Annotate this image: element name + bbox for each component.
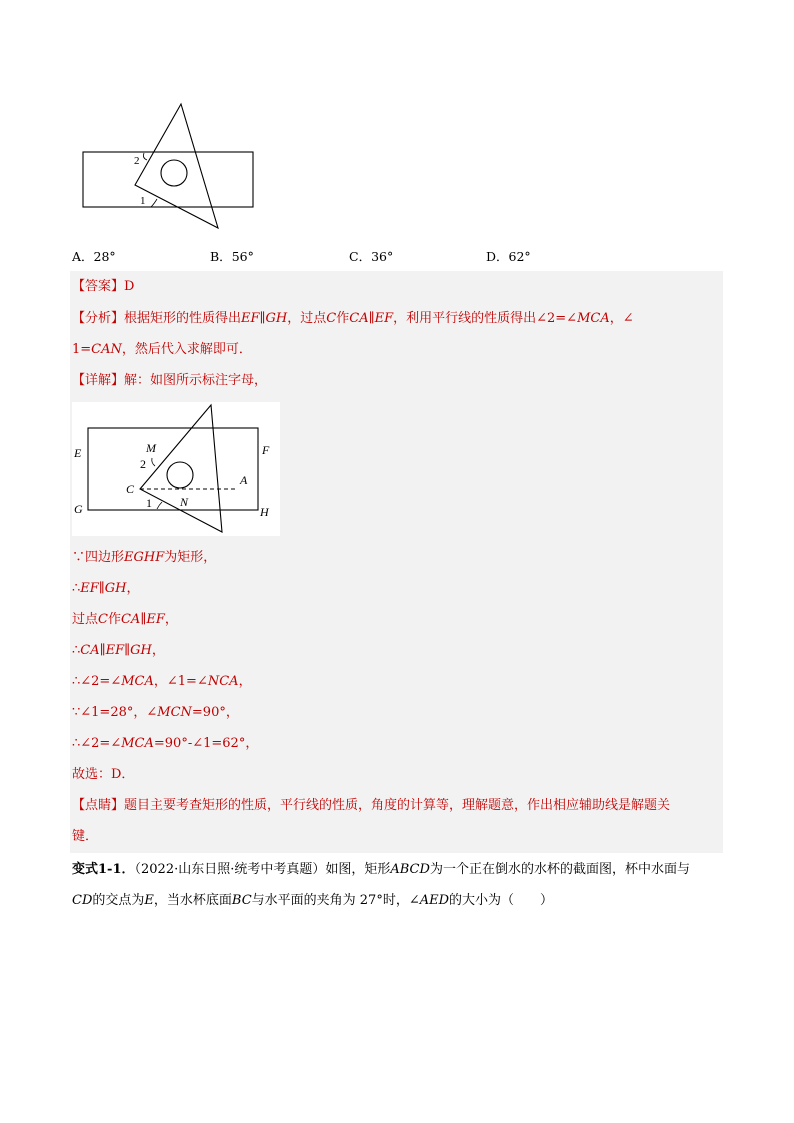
analysis-line-2: 1=CAN，然后代入求解即可．	[72, 342, 252, 357]
angle-label-2: 2	[134, 155, 140, 167]
angle-label-2: 2	[140, 457, 146, 471]
label-f: F	[262, 443, 270, 457]
step-8: 故选：D．	[72, 767, 135, 782]
circle-shape	[167, 462, 193, 488]
angle-label-1: 1	[140, 195, 146, 207]
step-4: ∴CA∥EF∥GH，	[72, 643, 165, 658]
label-a: A	[240, 473, 248, 487]
label-m: M	[146, 441, 156, 455]
comment-line-2: 键．	[72, 829, 99, 844]
label-c: C	[126, 482, 135, 496]
option-b: B．56°	[210, 249, 254, 264]
label-e: E	[74, 446, 82, 460]
step-6: ∵∠1=28°，∠MCN=90°，	[72, 705, 239, 720]
geometry-figure-2	[72, 402, 280, 536]
step-5: ∴∠2=∠MCA，∠1=∠NCA，	[72, 674, 252, 689]
comment-line-1: 【点睛】题目主要考查矩形的性质，平行线的性质，角度的计算等，理解题意，作出相应辅助线是解题关	[72, 798, 671, 813]
variant-question-line-2: CD的交点为E，当水杯底面BC与水平面的夹角为 27°时，∠AED的大小为（ ）	[72, 893, 554, 908]
triangle-shape	[135, 104, 218, 228]
step-2: ∴EF∥GH，	[72, 581, 140, 596]
detail-line: 【详解】解：如图所示标注字母，	[72, 373, 268, 388]
option-d: D．62°	[486, 249, 531, 264]
variant-question-line-1: 变式1-1．（2022·山东日照·统考中考真题）如图，矩形ABCD为一个正在倒水的水杯的截面图，杯中水面与	[72, 862, 690, 877]
circle-shape	[161, 160, 187, 186]
answer-line: 【答案】D	[72, 279, 135, 294]
label-h: H	[260, 505, 269, 519]
answer-options	[72, 247, 722, 267]
geometry-figure-1	[78, 100, 258, 230]
option-c: C．36°	[349, 249, 394, 264]
angle-arc-1	[157, 502, 162, 509]
label-g: G	[74, 502, 83, 516]
triangle-shape	[140, 405, 222, 532]
label-n: N	[180, 495, 189, 509]
analysis-line-1: 【分析】根据矩形的性质得出EF∥GH，过点C作CA∥EF，利用平行线的性质得出∠2=∠MCA，∠	[72, 311, 634, 326]
angle-arc-2	[143, 153, 147, 160]
angle-label-1: 1	[146, 496, 152, 510]
step-7: ∴∠2=∠MCA=90°-∠1=62°，	[72, 736, 259, 751]
step-3: 过点C作CA∥EF，	[72, 612, 178, 627]
angle-arc-1	[151, 199, 157, 207]
rectangle-shape	[83, 152, 253, 207]
step-1: ∵四边形EGHF为矩形，	[72, 550, 217, 565]
option-a: A．28°	[72, 249, 116, 264]
angle-arc-2	[152, 458, 155, 466]
rectangle-egfh	[88, 428, 258, 510]
